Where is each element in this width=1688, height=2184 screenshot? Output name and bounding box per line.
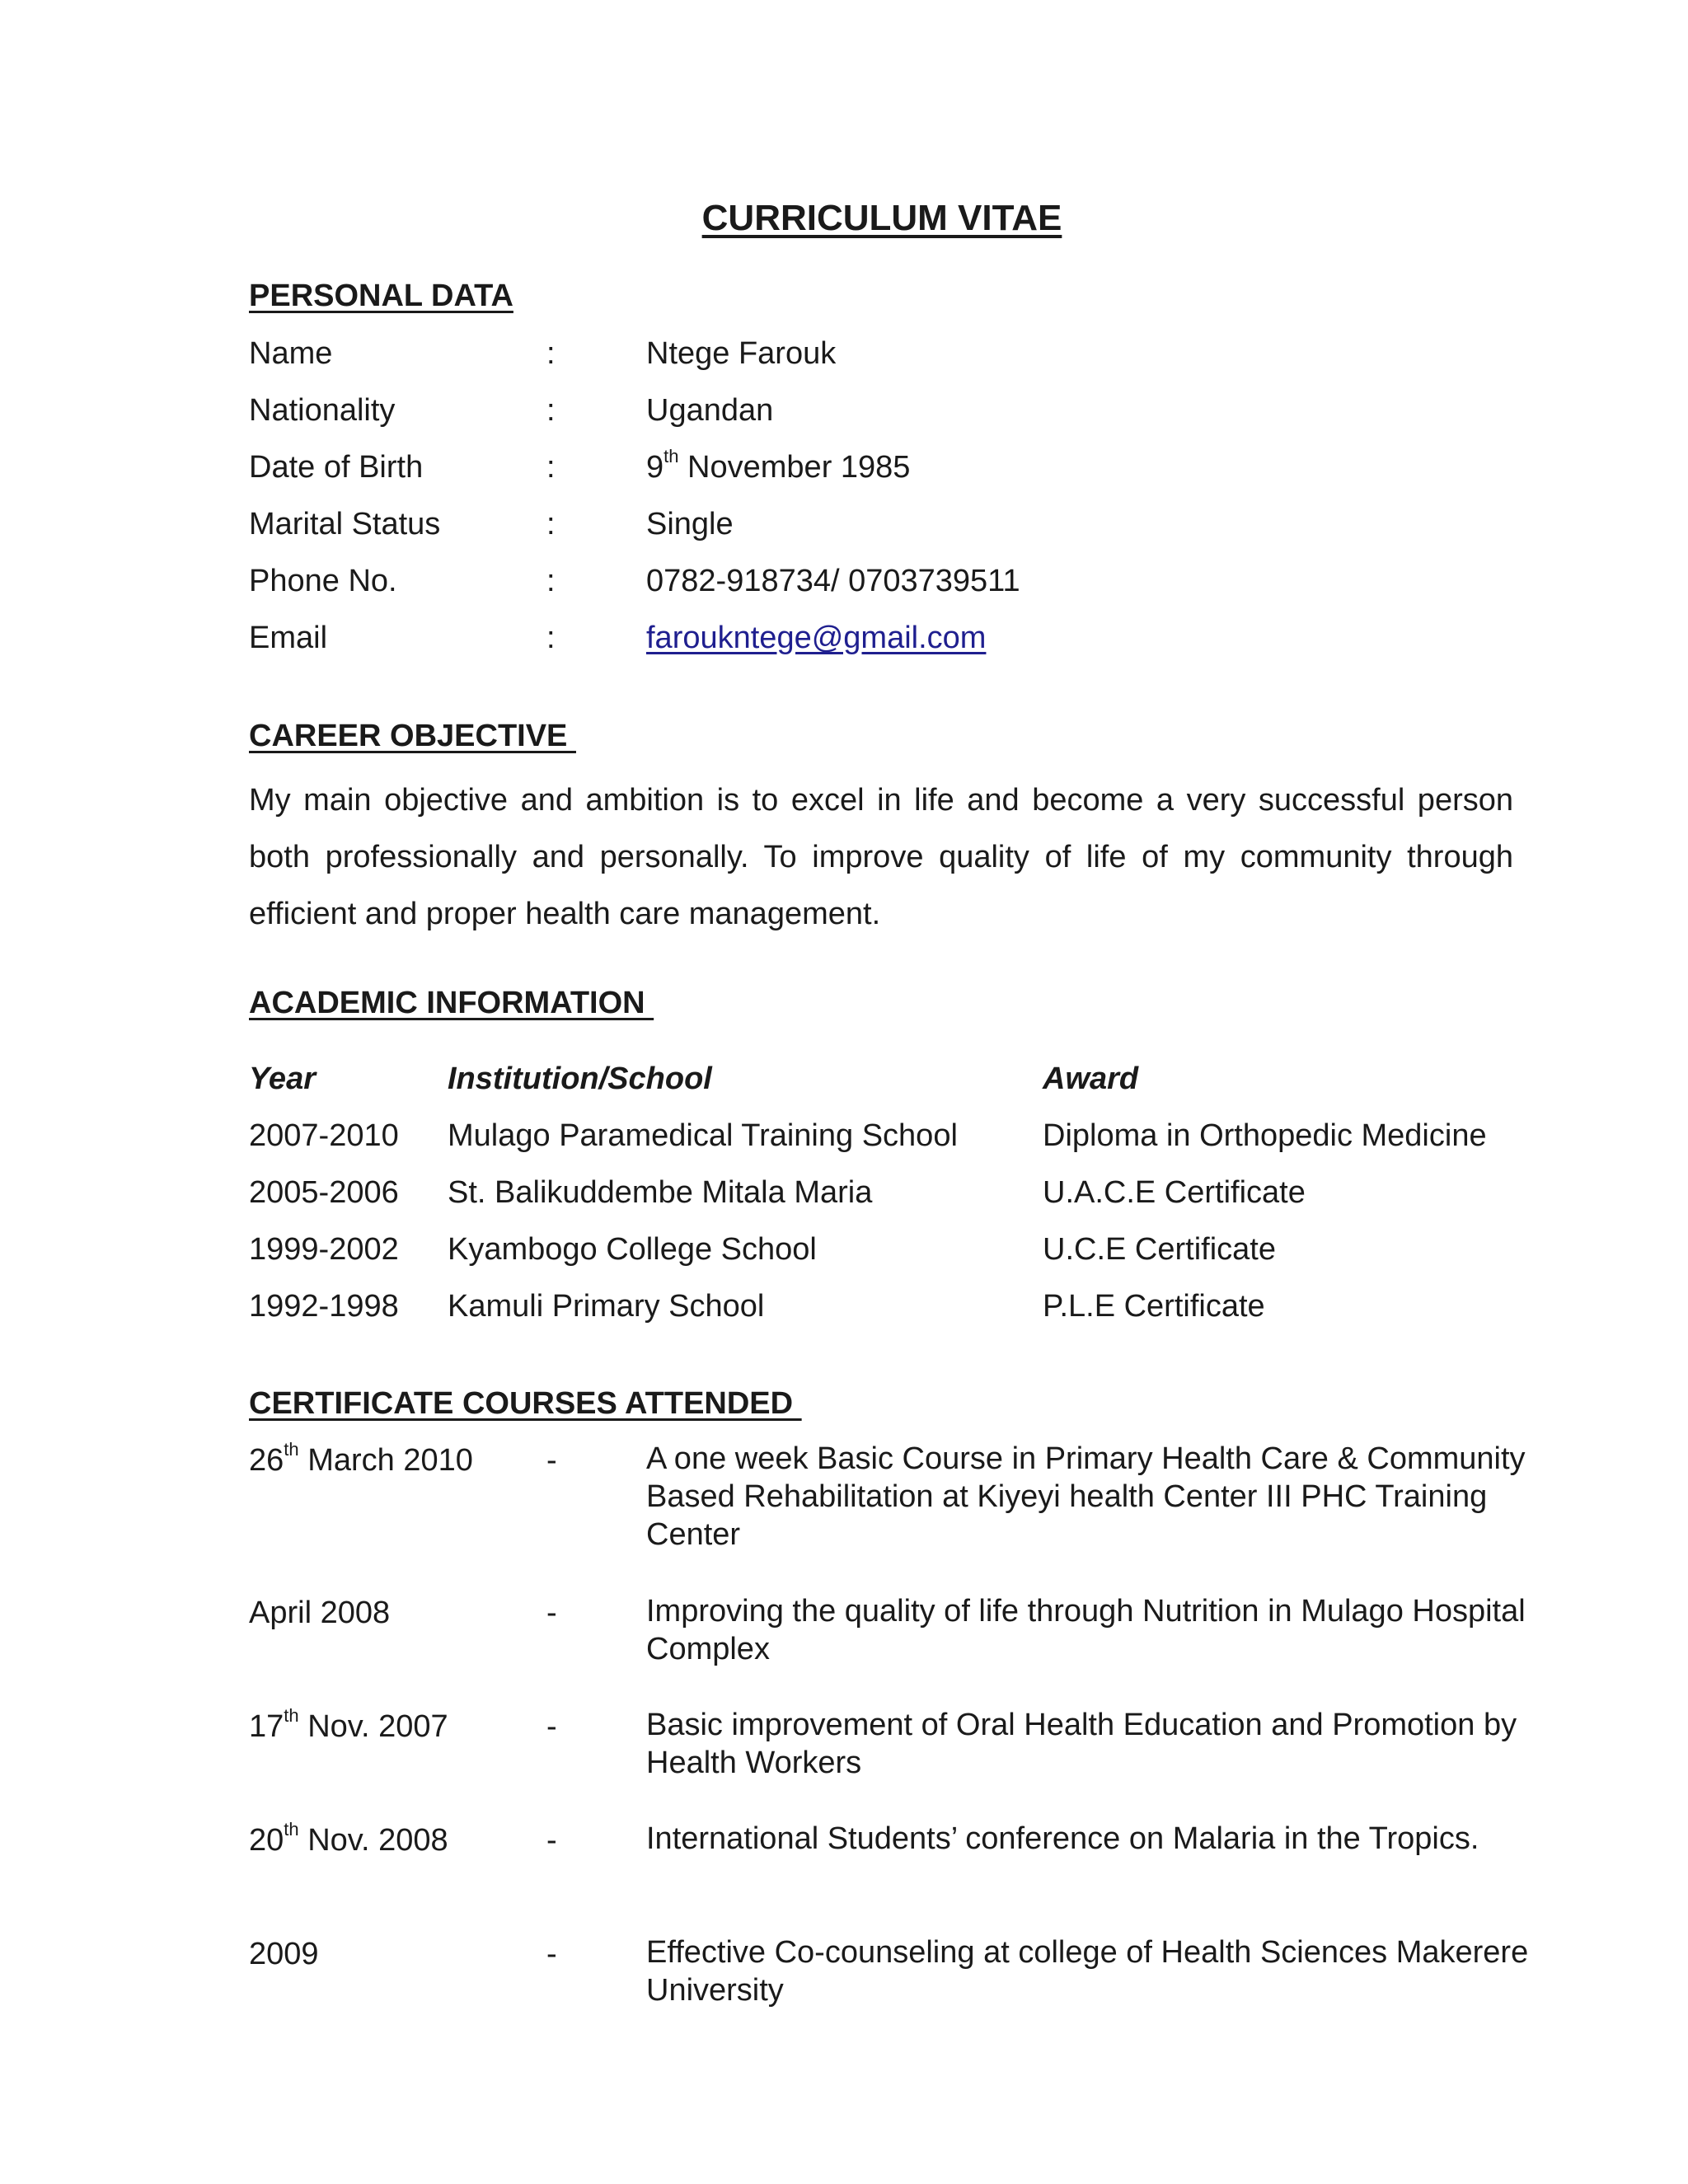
academic-award: U.A.C.E Certificate <box>1043 1175 1306 1210</box>
value-nationality: Ugandan <box>646 393 774 428</box>
column-header-award: Award <box>1043 1062 1139 1096</box>
column-header-institution: Institution/School <box>448 1062 712 1096</box>
course-separator: - <box>546 1596 557 1630</box>
academic-award: P.L.E Certificate <box>1043 1289 1265 1324</box>
course-date: April 2008 <box>249 1596 391 1630</box>
value-phone: 0782-918734/ 0703739511 <box>646 564 1020 598</box>
certificate-courses-heading: CERTIFICATE COURSES ATTENDED <box>249 1386 802 1421</box>
separator: : <box>546 564 556 598</box>
label-marital-status: Marital Status <box>249 507 441 541</box>
value-date-of-birth: 9th November 1985 <box>646 446 911 485</box>
email-link[interactable]: faroukntege@gmail.com <box>646 621 987 655</box>
value-name: Ntege Farouk <box>646 336 837 371</box>
academic-institution: Kamuli Primary School <box>448 1289 765 1324</box>
course-date: 17th Nov. 2007 <box>249 1705 448 1744</box>
academic-year: 2007-2010 <box>249 1118 399 1153</box>
academic-year: 2005-2006 <box>249 1175 399 1210</box>
academic-institution: St. Balikuddembe Mitala Maria <box>448 1175 873 1210</box>
course-description: Improving the quality of life through Nutrition in Mulago Hospital Complex <box>646 1594 1526 1666</box>
course-date: 20th Nov. 2008 <box>249 1819 448 1858</box>
personal-data-heading: PERSONAL DATA <box>249 279 513 313</box>
label-email: Email <box>249 621 328 655</box>
course-description: Effective Co-counseling at college of Health Sciences Makerere University <box>646 1935 1529 2008</box>
course-separator: - <box>546 1937 557 1971</box>
course-date: 26th March 2010 <box>249 1439 473 1478</box>
academic-year: 1999-2002 <box>249 1232 399 1267</box>
course-separator: - <box>546 1823 557 1858</box>
course-description: International Students’ conference on Malaria in the Tropics. <box>646 1821 1479 1856</box>
academic-information-heading: ACADEMIC INFORMATION <box>249 986 654 1020</box>
label-name: Name <box>249 336 333 371</box>
academic-award: Diploma in Orthopedic Medicine <box>1043 1118 1487 1153</box>
course-description: A one week Basic Course in Primary Health Care & Community Based Rehabilitation at Kiyeyi health Center III PHC Training Center <box>646 1441 1526 1552</box>
course-separator: - <box>546 1709 557 1744</box>
course-separator: - <box>546 1443 557 1478</box>
academic-institution: Kyambogo College School <box>448 1232 817 1267</box>
career-objective-heading: CAREER OBJECTIVE <box>249 719 576 753</box>
separator: : <box>546 336 556 371</box>
course-date: 2009 <box>249 1937 319 1971</box>
separator: : <box>546 507 556 541</box>
course-description: Basic improvement of Oral Health Education and Promotion by Health Workers <box>646 1708 1517 1780</box>
separator: : <box>546 621 556 655</box>
document-title: CURRICULUM VITAE <box>701 198 1062 238</box>
academic-year: 1992-1998 <box>249 1289 399 1324</box>
label-phone: Phone No. <box>249 564 397 598</box>
column-header-year: Year <box>249 1062 316 1096</box>
separator: : <box>546 450 556 485</box>
academic-award: U.C.E Certificate <box>1043 1232 1276 1267</box>
label-date-of-birth: Date of Birth <box>249 450 424 485</box>
value-marital-status: Single <box>646 507 734 541</box>
academic-institution: Mulago Paramedical Training School <box>448 1118 958 1153</box>
label-nationality: Nationality <box>249 393 396 428</box>
career-objective-text: My main objective and ambition is to excel in life and become a very successful person both professionally and personally. To improve quality of life of my community through efficient and proper health care management. <box>249 783 1513 931</box>
separator: : <box>546 393 556 428</box>
